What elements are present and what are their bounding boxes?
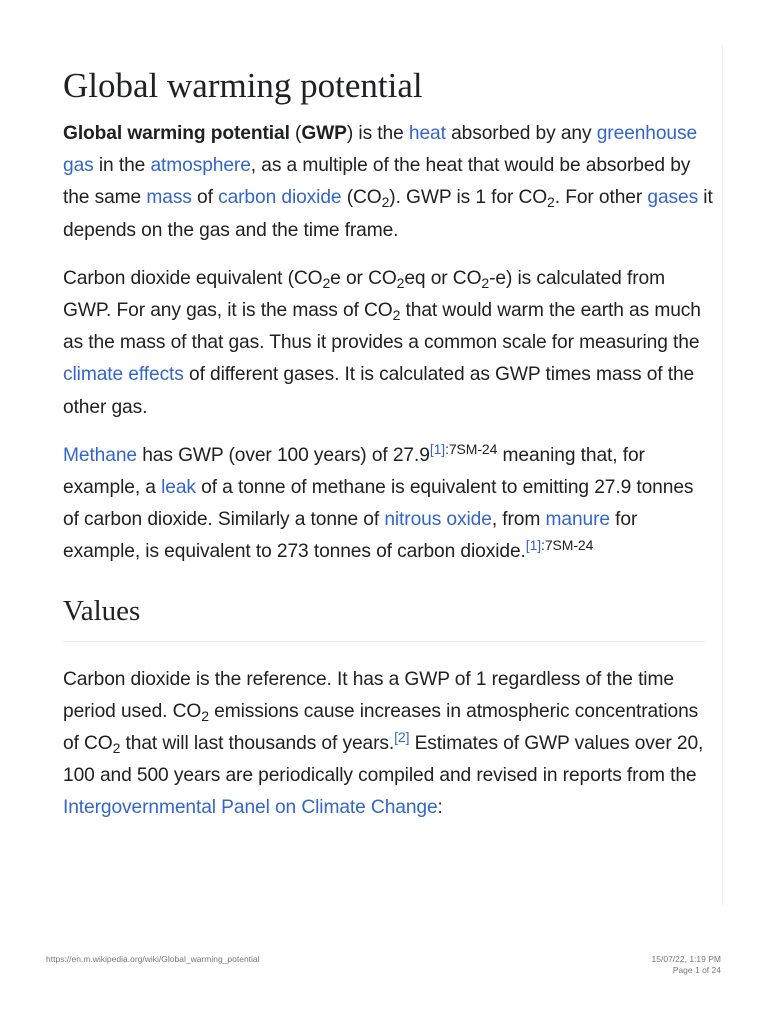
link-gases[interactable]: gases [647, 187, 699, 209]
link-greenhouse-gas[interactable]: greenhouse gas [63, 123, 698, 177]
link-mass[interactable]: mass [146, 187, 192, 209]
link-climate-effects[interactable]: climate effects [63, 364, 184, 386]
values-paragraph: Carbon dioxide is the reference. It has a GWP of 1 regardless of the time period used. $CO_2$ emissions cause increases in atmospheric concentrations of $CO_2$ that will last thousands of years.[2] Estimates of GWP values over 20, 100 and 500 years are periodically compiled and revised in reports from the Intergovernmental Panel on Climate Change: [63, 668, 704, 819]
bold-abbrev: GWP [301, 123, 347, 144]
footer-page-number: Page 1 of 24 [672, 965, 721, 975]
link-ipcc[interactable]: Intergovernmental Panel on Climate Change [63, 797, 438, 819]
footer-datetime: 15/07/22, 1:19 PM [651, 954, 721, 964]
link-leak[interactable]: leak [161, 477, 196, 499]
article-content [63, 62, 713, 841]
link-carbon-dioxide[interactable]: carbon dioxide [218, 187, 342, 209]
link-methane[interactable]: Methane [63, 444, 137, 466]
link-heat[interactable]: heat [408, 123, 446, 144]
citation-ref: [2] [394, 729, 410, 746]
page-title: Global warming potential [63, 66, 423, 105]
link-manure[interactable]: manure [545, 509, 610, 531]
page-edge-divider [722, 45, 723, 905]
citation-ref: [1]:7SM-24 [525, 537, 594, 554]
intro-paragraph: Global warming potential (GWP) is the heat absorbed by any greenhouse gas in the atmosphere, as a multiple of the heat that would be absorbed by the same mass of carbon dioxide $(CO_2)$. GWP is 1 for $CO_2$. For other gases it depends on the gas and the time frame. [63, 123, 713, 241]
footer-meta [652, 954, 721, 976]
section-heading-values: Values [63, 591, 705, 642]
link-nitrous-oxide[interactable]: nitrous oxide [384, 509, 492, 531]
co2e-paragraph: Carbon dioxide equivalent ($CO_2e$ or $CO_2eq$ or $CO_2-e$) is calculated from GWP. For any gas, it is the mass of $CO_2$ that would warm the earth as much as the mass of that gas. Thus it provides a common scale for measuring the climate effects of different gases. It is calculated as GWP times mass of the other gas. [63, 267, 701, 418]
methane-paragraph: Methane has GWP (over 100 years) of 27.9$^{[1]:7SM-24}$ meaning that, for example, a leak of a tonne of methane is equivalent to emitting 27.9 tonnes of carbon dioxide. Similarly a tonne of nitrous oxide, from manure for example, is equivalent to 273 tonnes of carbon dioxide.$^{[1]:7SM-24}$ [63, 440, 694, 563]
citation-ref: [1]:7SM-24 [429, 440, 498, 457]
bold-term: Global warming potential [63, 123, 290, 144]
footer-url: https://en.m.wikipedia.org/wiki/Global_warming_potential [46, 954, 260, 964]
link-atmosphere[interactable]: atmosphere [150, 155, 251, 177]
